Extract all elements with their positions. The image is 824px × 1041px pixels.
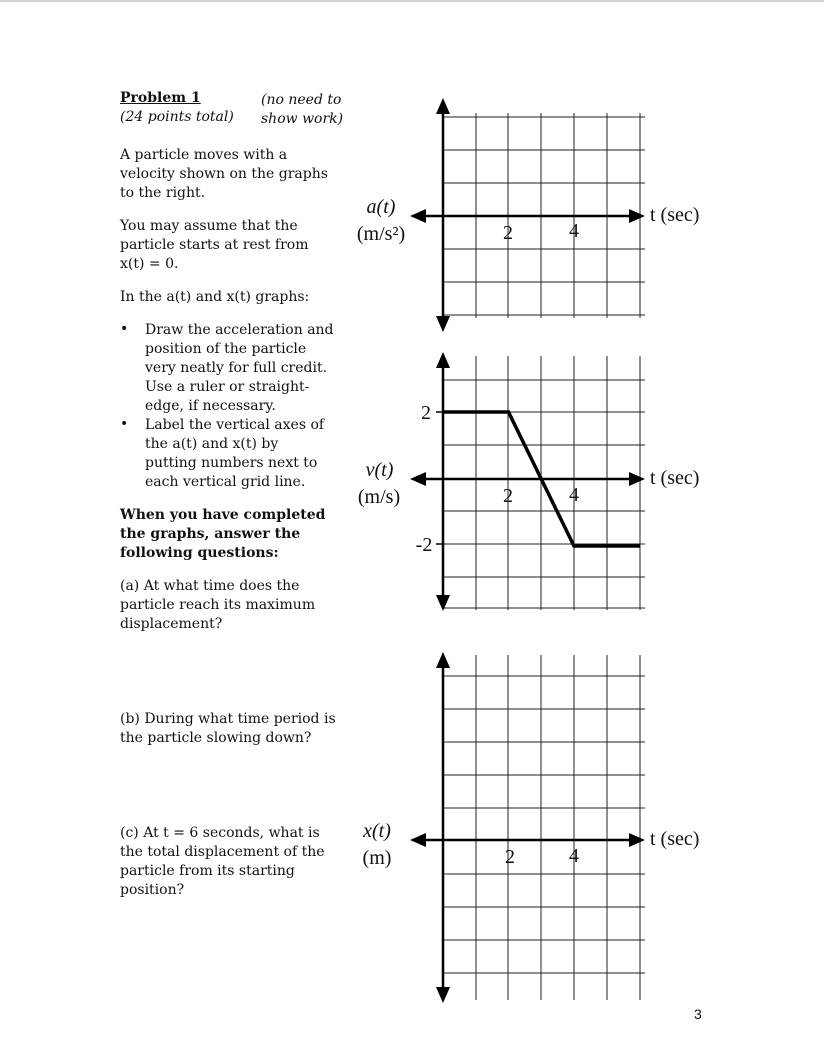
bullet-line: each vertical grid line. xyxy=(145,474,306,490)
velocity-xlabel: t (sec) xyxy=(650,467,700,489)
y-axis-down-arrow-icon xyxy=(436,987,450,1003)
x-axis-left-arrow-icon xyxy=(410,472,426,486)
graphs-instruction: In the a(t) and x(t) graphs: xyxy=(120,289,310,305)
question-c-line: particle from its starting xyxy=(120,863,295,879)
bullet-line: position of the particle xyxy=(145,341,307,357)
bullet-line: very neatly for full credit. xyxy=(145,360,328,376)
page-number: 3 xyxy=(694,1006,702,1022)
y-axis-up-arrow-icon xyxy=(436,352,450,368)
y-axis-up-arrow-icon xyxy=(436,652,450,668)
velocity-tick-4: 4 xyxy=(569,484,579,506)
velocity-ytick-neg2: -2 xyxy=(415,534,433,556)
intro-line: particle starts at rest from xyxy=(120,237,309,253)
axes xyxy=(423,364,632,600)
acceleration-xlabel: t (sec) xyxy=(650,204,700,226)
position-tick-2: 2 xyxy=(505,846,515,868)
problem-title: Problem 1 xyxy=(120,90,201,106)
x-axis-right-arrow-icon xyxy=(629,472,645,486)
acceleration-tick-4: 4 xyxy=(569,220,579,242)
instruction-line: the graphs, answer the xyxy=(120,526,301,542)
x-axis-right-arrow-icon xyxy=(629,209,645,223)
velocity-tick-2: 2 xyxy=(503,485,513,507)
velocity-yunit: (m/s) xyxy=(357,486,401,508)
intro-line: to the right. xyxy=(120,185,206,201)
question-a-line: (a) At what time does the xyxy=(120,578,300,594)
question-a-line: displacement? xyxy=(120,616,223,632)
y-axis-down-arrow-icon xyxy=(436,595,450,611)
acceleration-ylabel: a(t) xyxy=(366,196,396,218)
question-c-line: (c) At t = 6 seconds, what is xyxy=(120,825,320,841)
intro-line: A particle moves with a xyxy=(120,147,288,163)
bullet-line: Label the vertical axes of xyxy=(145,417,325,433)
intro-line: velocity shown on the graphs xyxy=(120,166,328,182)
position-xlabel: t (sec) xyxy=(650,828,700,850)
no-work-note-line2: show work) xyxy=(261,111,344,127)
x-axis-left-arrow-icon xyxy=(410,833,426,847)
instruction-line: following questions: xyxy=(120,545,279,561)
y-axis-up-arrow-icon xyxy=(436,98,450,114)
grid-lines xyxy=(443,655,645,1000)
bullet-marker: • xyxy=(120,321,129,337)
x-axis-left-arrow-icon xyxy=(410,209,426,223)
question-a-line: particle reach its maximum xyxy=(120,597,316,613)
bullet-line: the a(t) and x(t) by xyxy=(145,436,279,452)
y-axis-down-arrow-icon xyxy=(436,316,450,332)
bullet-marker: • xyxy=(120,416,129,432)
bullet-line: edge, if necessary. xyxy=(145,398,276,414)
problem-points: (24 points total) xyxy=(120,109,234,125)
acceleration-yunit: (m/s²) xyxy=(356,223,406,245)
no-work-note-line1: (no need to xyxy=(261,92,342,108)
velocity-ytick-2: 2 xyxy=(421,402,431,424)
question-c-line: position? xyxy=(120,882,185,898)
velocity-ylabel: v(t) xyxy=(365,459,394,481)
position-tick-4: 4 xyxy=(569,845,579,867)
axes xyxy=(423,110,632,320)
axes xyxy=(423,664,632,990)
x-axis-right-arrow-icon xyxy=(629,833,645,847)
question-b-line: the particle slowing down? xyxy=(120,730,312,746)
position-ylabel: x(t) xyxy=(363,820,391,842)
instruction-line: When you have completed xyxy=(120,507,326,523)
acceleration-tick-2: 2 xyxy=(503,222,513,244)
bullet-line: Draw the acceleration and xyxy=(145,322,334,338)
page-top-border xyxy=(0,0,824,2)
intro-line: You may assume that the xyxy=(120,218,298,234)
bullet-line: putting numbers next to xyxy=(145,455,318,471)
question-b-line: (b) During what time period is xyxy=(120,711,336,727)
position-yunit: (m) xyxy=(362,847,392,869)
question-c-line: the total displacement of the xyxy=(120,844,325,860)
bullet-line: Use a ruler or straight- xyxy=(145,379,310,395)
intro-line: x(t) = 0. xyxy=(120,256,179,272)
